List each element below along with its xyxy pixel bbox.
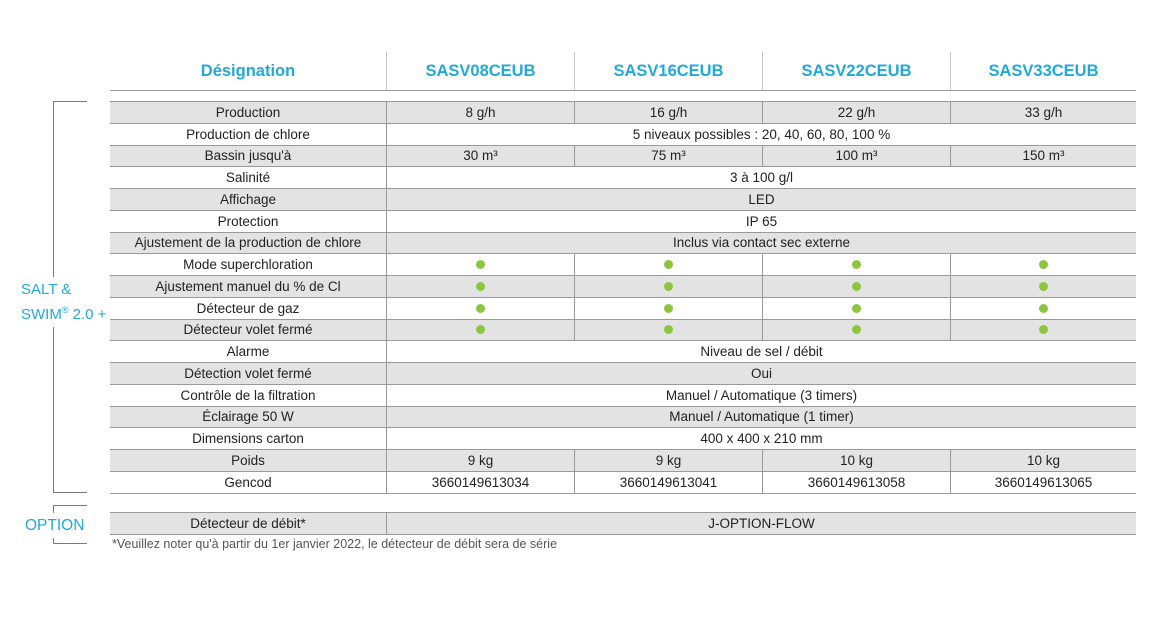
- row-value-span: Inclus via contact sec externe: [386, 233, 1136, 254]
- row-label: Mode superchloration: [183, 257, 313, 273]
- row-value-cell: 30 m³: [386, 146, 574, 167]
- row-value-span: 400 x 400 x 210 mm: [386, 428, 1136, 449]
- header-model-2: SASV16CEUB: [613, 62, 724, 80]
- row-value-cell: 22 g/h: [762, 102, 950, 123]
- row-label: Production: [215, 104, 281, 120]
- table-row: [110, 254, 1136, 276]
- row-value-cell: 9 kg: [574, 450, 762, 471]
- included-dot-icon: [852, 325, 861, 334]
- spec-table: [110, 101, 1136, 494]
- bracket-tick: [53, 543, 87, 544]
- row-label: Détecteur de gaz: [196, 300, 300, 316]
- row-value-cell: [386, 276, 574, 297]
- table-row: [110, 124, 1136, 146]
- row-value-cell: [950, 276, 1136, 297]
- included-dot-icon: [852, 260, 861, 269]
- row-value-cell: 150 m³: [950, 146, 1136, 167]
- row-label: Dimensions carton: [192, 431, 304, 447]
- row-value-cell: [386, 254, 574, 275]
- row-value-cell: 10 kg: [950, 450, 1136, 471]
- table-row: [110, 450, 1136, 472]
- included-dot-icon: [1039, 304, 1048, 313]
- row-value-cell: 33 g/h: [950, 102, 1136, 123]
- table-row: [110, 407, 1136, 429]
- row-label: Ajustement manuel du % de Cl: [155, 278, 341, 294]
- row-label: Détecteur de débit*: [190, 515, 306, 531]
- option-table: [110, 512, 1136, 535]
- table-header: [110, 52, 1136, 91]
- table-row: [110, 341, 1136, 363]
- table-row: [110, 298, 1136, 320]
- table-row: [110, 320, 1136, 342]
- included-dot-icon: [476, 282, 485, 291]
- header-designation: Désignation: [200, 62, 296, 80]
- bracket-tick: [53, 101, 87, 102]
- row-value-cell: 75 m³: [574, 146, 762, 167]
- row-value-cell: 9 kg: [386, 450, 574, 471]
- row-label: Alarme: [226, 344, 270, 360]
- row-value-cell: [950, 298, 1136, 319]
- row-value-span: J-OPTION-FLOW: [386, 513, 1136, 534]
- row-label: Gencod: [224, 474, 272, 490]
- row-value-cell: 16 g/h: [574, 102, 762, 123]
- row-value-span: Manuel / Automatique (1 timer): [386, 407, 1136, 428]
- section-label-line1: SALT &: [21, 281, 72, 298]
- section-label-version: 2.0 +: [68, 306, 107, 323]
- row-value-cell: 100 m³: [762, 146, 950, 167]
- included-dot-icon: [476, 260, 485, 269]
- included-dot-icon: [852, 304, 861, 313]
- row-value-cell: [386, 298, 574, 319]
- row-label: Affichage: [219, 191, 277, 207]
- row-value-span: 5 niveaux possibles : 20, 40, 60, 80, 100 %: [386, 124, 1136, 145]
- row-label: Éclairage 50 W: [202, 409, 294, 425]
- section-label-salt-swim: [21, 277, 106, 327]
- row-value-span: 3 à 100 g/l: [386, 167, 1136, 188]
- table-row: [110, 472, 1136, 494]
- row-value-cell: 3660149613034: [386, 472, 574, 493]
- row-value-span: Niveau de sel / débit: [386, 341, 1136, 362]
- included-dot-icon: [664, 325, 673, 334]
- included-dot-icon: [1039, 282, 1048, 291]
- table-row: [110, 102, 1136, 124]
- table-row: [110, 211, 1136, 233]
- table-row: [110, 146, 1136, 168]
- row-label: Salinité: [225, 170, 271, 186]
- row-value-cell: 3660149613058: [762, 472, 950, 493]
- row-value-cell: [950, 320, 1136, 341]
- bracket-tick: [53, 505, 87, 506]
- row-value-span: Oui: [386, 363, 1136, 384]
- included-dot-icon: [476, 304, 485, 313]
- registered-mark: ®: [61, 305, 69, 315]
- row-label: Bassin jusqu'à: [204, 148, 292, 164]
- included-dot-icon: [476, 325, 485, 334]
- row-label: Protection: [217, 213, 279, 229]
- row-value-cell: [762, 320, 950, 341]
- row-label: Détecteur volet fermé: [183, 322, 313, 338]
- row-value-cell: [574, 320, 762, 341]
- included-dot-icon: [664, 282, 673, 291]
- table-row: [110, 233, 1136, 255]
- table-row: [110, 428, 1136, 450]
- row-value-cell: 8 g/h: [386, 102, 574, 123]
- header-model-4: SASV33CEUB: [988, 62, 1099, 80]
- row-value-cell: 3660149613041: [574, 472, 762, 493]
- row-value-cell: 3660149613065: [950, 472, 1136, 493]
- table-row: [110, 167, 1136, 189]
- included-dot-icon: [664, 304, 673, 313]
- header-model-1: SASV08CEUB: [425, 62, 536, 80]
- row-value-cell: [762, 254, 950, 275]
- row-label: Poids: [231, 452, 265, 468]
- section-label-option: OPTION: [25, 513, 84, 538]
- included-dot-icon: [664, 260, 673, 269]
- table-row: [110, 513, 1136, 535]
- table-row: [110, 276, 1136, 298]
- row-value-cell: [574, 254, 762, 275]
- section-label-line2: [21, 300, 106, 325]
- row-label: Ajustement de la production de chlore: [134, 235, 362, 251]
- row-value-span: Manuel / Automatique (3 timers): [386, 385, 1136, 406]
- table-row: [110, 363, 1136, 385]
- table-row: [110, 385, 1136, 407]
- header-model-3: SASV22CEUB: [801, 62, 912, 80]
- row-value-cell: [574, 276, 762, 297]
- row-value-cell: [574, 298, 762, 319]
- included-dot-icon: [1039, 325, 1048, 334]
- row-label: Contrôle de la filtration: [180, 387, 316, 403]
- bracket-tick: [53, 492, 87, 493]
- row-value-span: IP 65: [386, 211, 1136, 232]
- row-label: Détection volet fermé: [184, 365, 312, 381]
- row-value-cell: [762, 298, 950, 319]
- row-value-cell: 10 kg: [762, 450, 950, 471]
- row-value-cell: [762, 276, 950, 297]
- table-row: [110, 189, 1136, 211]
- row-label: Production de chlore: [186, 126, 310, 142]
- row-value-span: LED: [386, 189, 1136, 210]
- included-dot-icon: [852, 282, 861, 291]
- included-dot-icon: [1039, 260, 1048, 269]
- footnote: *Veuillez noter qu'à partir du 1er janvier 2022, le détecteur de débit sera de série: [112, 537, 558, 551]
- section-label-swim: SWIM: [21, 306, 62, 323]
- row-value-cell: [386, 320, 574, 341]
- row-value-cell: [950, 254, 1136, 275]
